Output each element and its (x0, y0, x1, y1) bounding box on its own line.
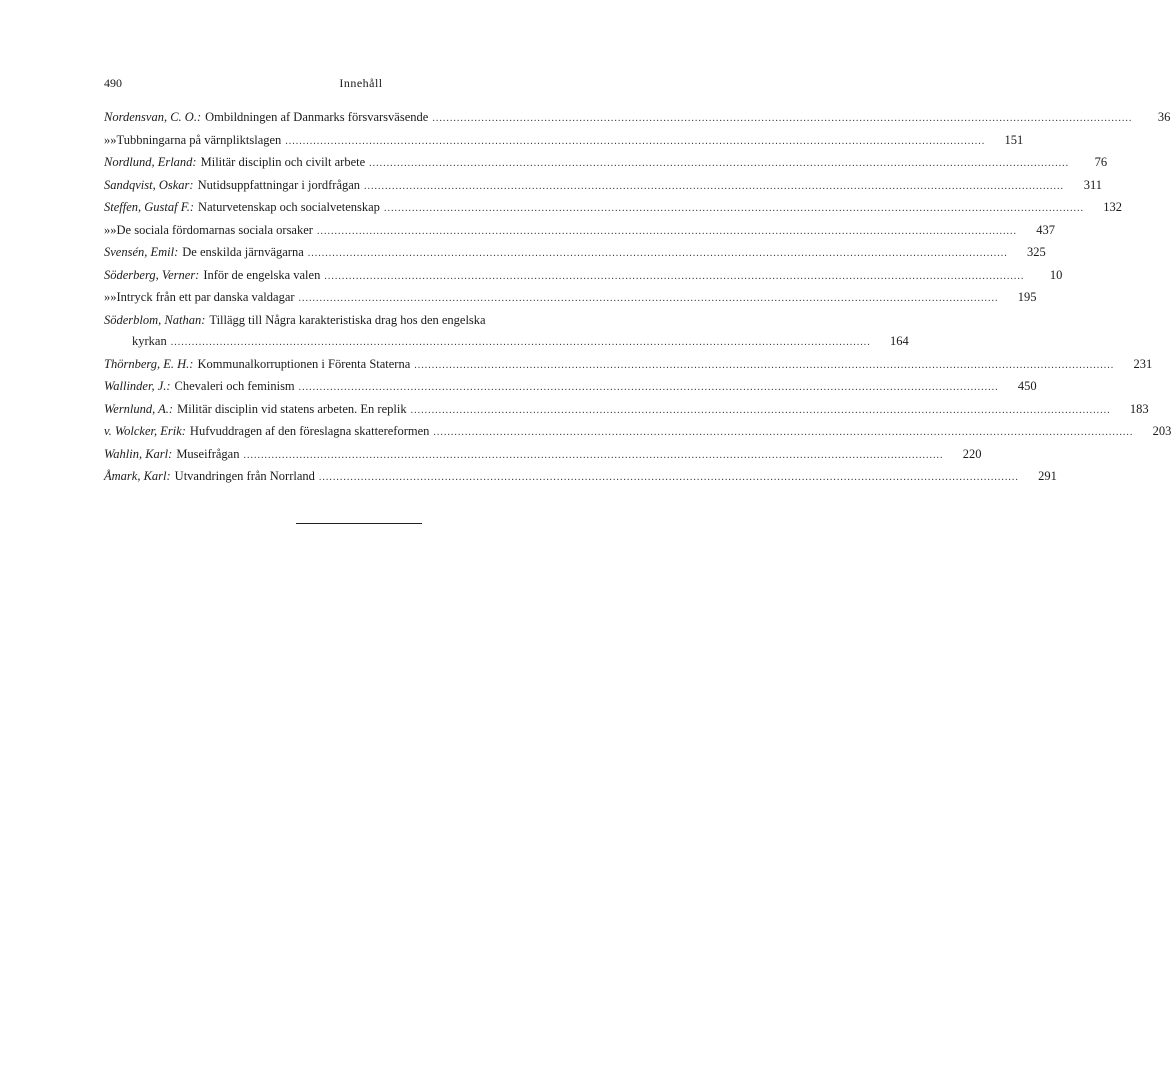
ditto-mark: » (104, 290, 111, 304)
toc-title: Militär disciplin vid statens arbeten. En replik (177, 401, 407, 416)
toc-entry (104, 354, 1153, 377)
toc-author: Wernlund, A.: (104, 401, 174, 416)
dot-leader (384, 198, 1084, 220)
toc-title: Inför de engelska valen (203, 267, 321, 282)
toc-entry (104, 197, 1122, 220)
table-of-contents (104, 107, 1171, 489)
toc-page-number: 220 (962, 446, 982, 461)
ditto-mark: » (104, 222, 111, 237)
toc-title: Chevaleri och feminism (174, 379, 295, 393)
toc-title: Militär disciplin och civilt arbete (200, 155, 366, 169)
toc-page-number: 450 (1017, 379, 1037, 393)
toc-title: Tubbningarna på värnpliktslagen (116, 132, 282, 147)
page-number: 490 (104, 76, 122, 90)
dot-leader (411, 400, 1111, 422)
toc-page-number: 291 (1038, 469, 1057, 483)
toc-author: Åmark, Karl: (104, 469, 171, 483)
toc-page-number: 183 (1129, 401, 1149, 416)
toc-entry-line (104, 444, 982, 467)
toc-entry-line (104, 265, 1063, 288)
end-rule (296, 523, 422, 524)
toc-entry-line (104, 376, 1037, 399)
toc-entry-line (104, 310, 618, 332)
toc-entry-line (104, 107, 1171, 130)
toc-entry (104, 376, 1037, 399)
toc-page-number: 151 (1004, 132, 1024, 147)
toc-author: Svensén, Emil: (104, 245, 179, 259)
toc-author: Wahlin, Karl: (104, 446, 173, 461)
toc-entry (104, 220, 1055, 243)
toc-entry (104, 107, 1171, 130)
toc-author: Wallinder, J.: (104, 379, 171, 393)
toc-entry-line (104, 130, 1024, 153)
toc-title: De enskilda järnvägarna (182, 245, 304, 259)
toc-page-number: 195 (1017, 290, 1037, 304)
toc-author: v. Wolcker, Erik: (104, 424, 186, 438)
toc-page-number: 36 (1157, 110, 1171, 124)
toc-title: Nutidsuppfattningar i jordfrågan (197, 177, 361, 192)
toc-entry-line (104, 197, 1122, 220)
toc-title: Naturvetenskap och socialvetenskap (198, 200, 380, 214)
dot-leader (432, 108, 1132, 130)
toc-page-number: 164 (889, 334, 909, 348)
toc-entry (104, 310, 909, 354)
toc-page-number: 203 (1152, 424, 1171, 438)
toc-entry-line (104, 354, 1153, 377)
dot-leader (308, 243, 1008, 265)
toc-entry (104, 130, 1024, 153)
dot-leader (299, 288, 999, 310)
toc-entry (104, 399, 1149, 422)
toc-title: Museifrågan (176, 446, 240, 461)
toc-author: Nordensvan, C. O.: (104, 110, 202, 124)
dot-leader (364, 176, 1064, 198)
toc-entry-line (104, 242, 1046, 265)
toc-entry-line (104, 466, 1057, 489)
ditto-mark: » (110, 290, 117, 304)
ditto-mark: » (110, 222, 117, 237)
toc-title: Kommunalkorruptionen i Förenta Staterna (197, 356, 411, 371)
toc-entry-line (104, 175, 1103, 198)
toc-author: Söderblom, Nathan: (104, 312, 206, 327)
toc-entry-line (104, 287, 1037, 310)
toc-title: Utvandringen från Norrland (174, 469, 315, 483)
toc-entry (104, 175, 1103, 198)
toc-author: Steffen, Gustaf F.: (104, 200, 195, 214)
toc-entry (104, 466, 1057, 489)
dot-leader (324, 266, 1024, 288)
dot-leader (299, 377, 999, 399)
toc-title: Intryck från ett par danska valdagar (116, 290, 295, 304)
dot-leader (285, 131, 985, 153)
toc-author: Nordlund, Erland: (104, 155, 197, 169)
toc-entry (104, 152, 1108, 175)
toc-page-number: 311 (1083, 177, 1103, 192)
toc-title: De sociala fördomarnas sociala orsaker (116, 222, 313, 237)
toc-page-number: 10 (1049, 267, 1063, 282)
toc-page-number: 231 (1133, 356, 1153, 371)
toc-entry-continuation (104, 331, 909, 354)
dot-leader (243, 445, 943, 467)
toc-page-number: 132 (1103, 200, 1122, 214)
toc-title: Ombildningen af Danmarks försvarsväsende (205, 110, 429, 124)
toc-author: Thörnberg, E. H.: (104, 356, 194, 371)
toc-entry-line (104, 152, 1108, 175)
toc-entry (104, 265, 1063, 288)
toc-entry (104, 242, 1046, 265)
dot-leader (317, 221, 1017, 243)
page-header (104, 76, 618, 94)
toc-entry (104, 287, 1037, 310)
ditto-mark: » (110, 132, 117, 147)
dot-leader (319, 467, 1019, 489)
toc-entry-line (104, 399, 1149, 422)
toc-author: Sandqvist, Oskar: (104, 177, 194, 192)
toc-entry-line (104, 421, 1171, 444)
toc-page-number: 325 (1027, 245, 1046, 259)
toc-entry (104, 421, 1171, 444)
running-title: Innehåll (339, 76, 383, 90)
toc-title: Hufvuddragen af den föreslagna skattereformen (189, 424, 430, 438)
toc-page-number: 437 (1036, 222, 1055, 237)
toc-title-continuation: kyrkan (132, 334, 167, 348)
dot-leader (369, 153, 1069, 175)
toc-title: Tillägg till Några karakteristiska drag hos den engelska (209, 312, 486, 327)
toc-author: Söderberg, Verner: (104, 267, 200, 282)
dot-leader (171, 332, 871, 354)
toc-page-number: 76 (1094, 155, 1108, 169)
ditto-mark: » (104, 132, 111, 147)
dot-leader (433, 422, 1133, 444)
toc-entry-line (104, 220, 1055, 243)
dot-leader (414, 355, 1114, 377)
toc-entry (104, 444, 982, 467)
